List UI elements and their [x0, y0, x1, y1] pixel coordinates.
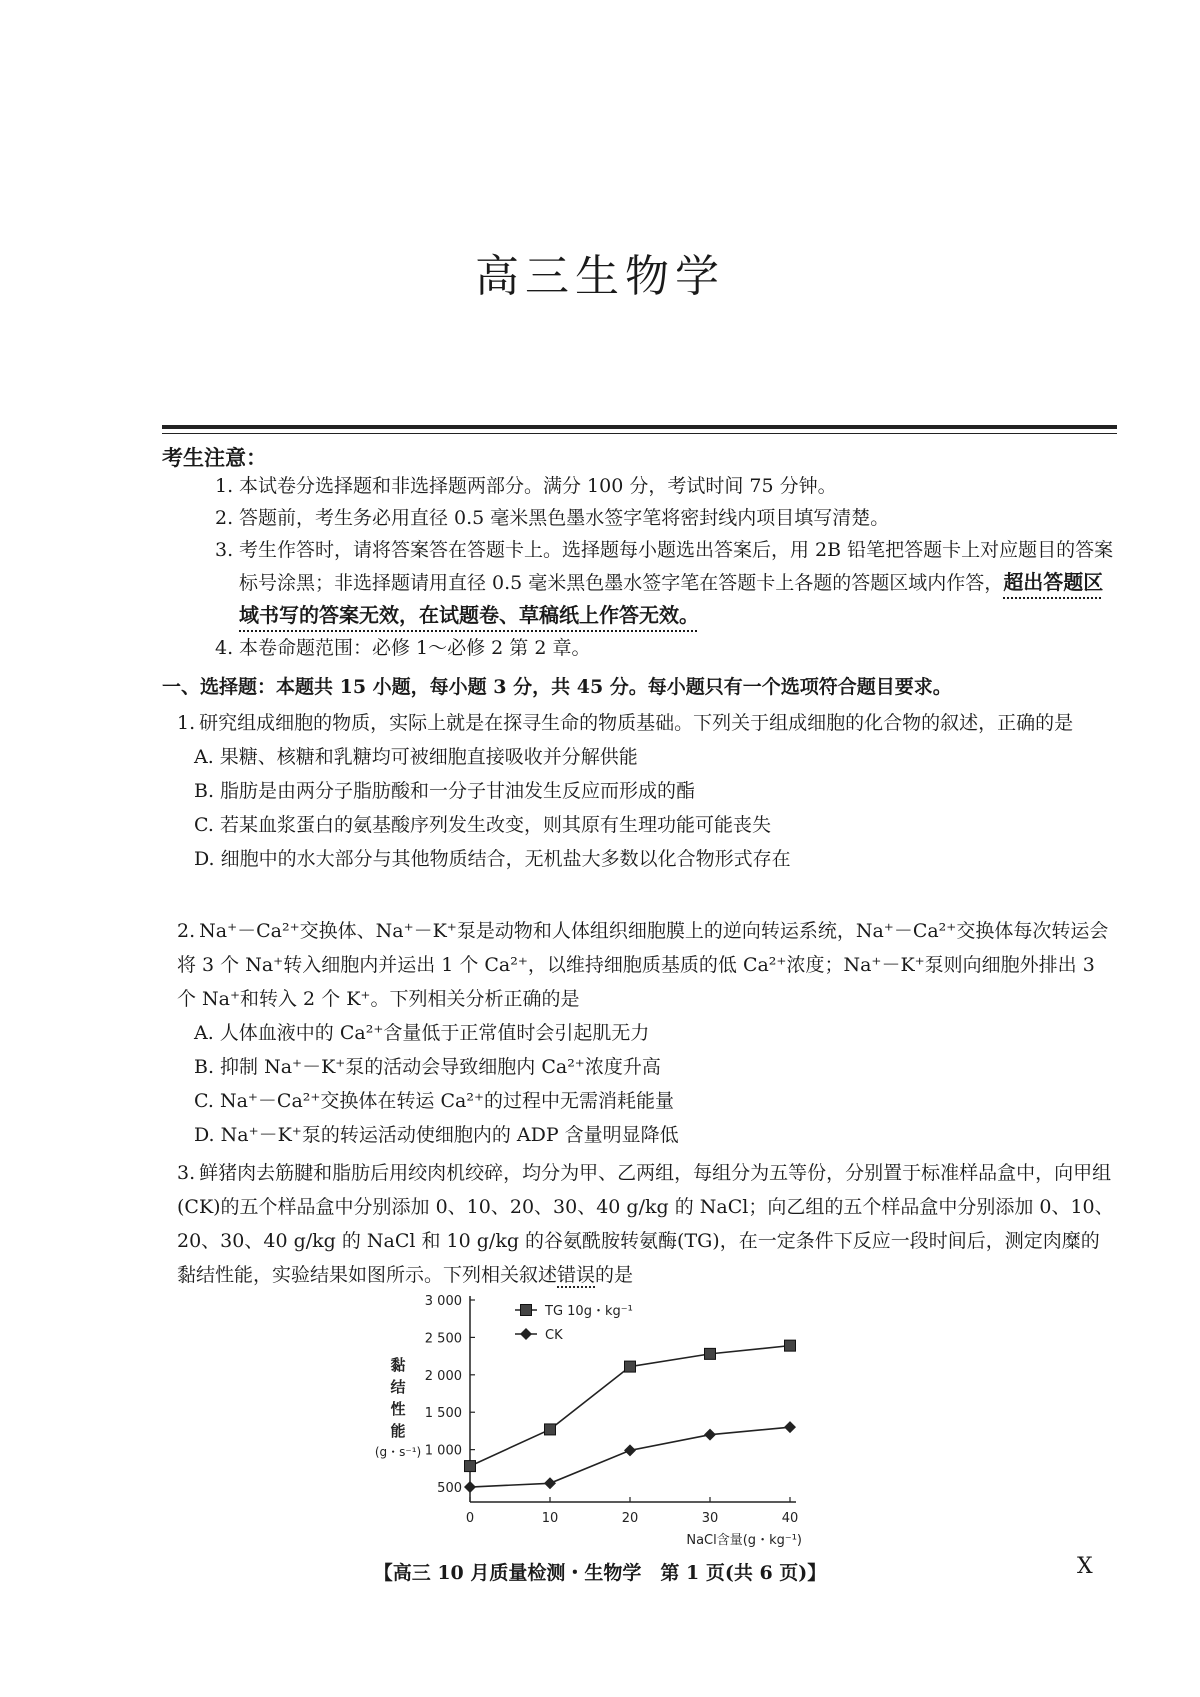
option-d: D. Na⁺－K⁺泵的转运活动使细胞内的 ADP 含量明显降低	[194, 1124, 679, 1146]
y-tick-label: 1 500	[424, 1406, 462, 1422]
option-d: D. 细胞中的水大部分与其他物质结合，无机盐大多数以化合物形式存在	[194, 848, 791, 870]
legend-marker	[520, 1328, 532, 1340]
question-number: 2.	[177, 920, 196, 942]
notice-item-number: 3.	[215, 539, 234, 561]
y-tick-label: 3 000	[424, 1294, 462, 1309]
y-axis-label-char: 黏	[390, 1356, 406, 1374]
y-axis-label-char: 结	[390, 1378, 406, 1396]
notice-item-text: 考生作答时，请将答案答在答题卡上。选择题每小题选出答案后，用 2B 铅笔把答题卡上对应题目的答案标号涂黑；非选择题请用直径 0.5 毫米黑色墨水签字笔在答题卡上各题的答题区域内作答，	[239, 539, 1114, 594]
notice-item-number: 2.	[215, 507, 234, 529]
legend-label: TG 10g・kg⁻¹	[545, 1304, 633, 1319]
y-axis-label-char: 能	[390, 1422, 406, 1440]
question-stem	[177, 1156, 1117, 1292]
data-point-ck	[544, 1477, 556, 1489]
notice-item-4	[215, 632, 1115, 664]
data-point-ck	[784, 1421, 796, 1433]
x-tick-label: 20	[621, 1511, 639, 1526]
y-tick-label: 2 000	[424, 1368, 462, 1384]
notice-item-text-wrap	[215, 534, 1115, 632]
x-tick-label: 30	[701, 1511, 719, 1526]
notice-item-emphasis: 超出答题区域书写的答案无效，在试题卷、草稿纸上作答无效。	[239, 570, 1104, 627]
data-point-tg	[625, 1361, 636, 1372]
legend-marker	[521, 1305, 532, 1316]
notice-heading: 考生注意：	[162, 445, 267, 470]
data-point-ck	[624, 1444, 636, 1456]
notice-item-text: 本试卷分选择题和非选择题两部分。满分 100 分，考试时间 75 分钟。	[239, 475, 837, 497]
y-axis-label-unit: (g・s⁻¹)	[374, 1445, 422, 1459]
header-rule-thin	[162, 433, 1117, 434]
question-stem-text: 研究组成细胞的物质，实际上就是在探寻生命的物质基础。下列关于组成细胞的化合物的叙述，正确的是	[199, 712, 1074, 734]
y-tick-label: 2 500	[424, 1331, 462, 1347]
question-stem-emphasis: 错误	[557, 1264, 596, 1286]
notice-item-number: 1.	[215, 475, 234, 497]
legend-label: CK	[545, 1328, 563, 1343]
x-tick-label: 40	[781, 1511, 799, 1526]
notice-item-1	[215, 470, 1115, 502]
question-stem-tail: 的是	[595, 1264, 634, 1286]
option-c: C. Na⁺－Ca²⁺交换体在转运 Ca²⁺的过程中无需消耗能量	[194, 1090, 674, 1112]
y-tick-label: 500	[437, 1481, 462, 1497]
x-tick-label: 0	[465, 1511, 475, 1526]
y-axis-label-char: 性	[390, 1400, 406, 1418]
corner-mark: X	[1077, 1554, 1093, 1579]
question-stem-text: Na⁺－Ca²⁺交换体、Na⁺－K⁺泵是动物和人体组织细胞膜上的逆向转运系统，Na⁺－Ca²⁺交换体每次转运会将 3 个 Na⁺转入细胞内并运出 1 个 Ca²⁺，以维持细胞质基质的低 Ca²⁺浓度；Na⁺－K⁺泵则向细胞外排出 3 个 Na⁺和转入 2 个 K⁺。下列相关分析正确的是	[177, 920, 1109, 1010]
option-b: B. 脂肪是由两分子脂肪酸和一分子甘油发生反应而形成的酯	[194, 780, 696, 802]
data-point-tg	[705, 1348, 716, 1359]
notice-item-3	[215, 534, 1115, 632]
page-footer: 【高三 10 月质量检测・生物学 第 1 页(共 6 页)】	[373, 1562, 827, 1584]
data-point-tg	[545, 1424, 556, 1435]
question-number: 1.	[177, 712, 196, 734]
option-a: A. 果糖、核糖和乳糖均可被细胞直接吸收并分解供能	[194, 746, 638, 768]
question-2	[177, 914, 1117, 1152]
notice-item-number: 4.	[215, 637, 234, 659]
header-rule-thick	[162, 425, 1117, 429]
bonding-performance-chart	[374, 1290, 900, 1548]
notice-list	[215, 470, 1115, 664]
question-number: 3.	[177, 1162, 196, 1184]
x-tick-label: 10	[541, 1511, 559, 1526]
question-stem	[177, 914, 1117, 1016]
notice-item-text: 答题前，考生务必用直径 0.5 毫米黑色墨水签字笔将密封线内项目填写清楚。	[239, 507, 890, 529]
notice-item-text: 本卷命题范围：必修 1～必修 2 第 2 章。	[239, 637, 591, 659]
question-stem	[177, 706, 1117, 740]
data-point-ck	[704, 1429, 716, 1441]
option-a: A. 人体血液中的 Ca²⁺含量低于正常值时会引起肌无力	[194, 1022, 650, 1044]
notice-item-2	[215, 502, 1115, 534]
option-c: C. 若某血浆蛋白的氨基酸序列发生改变，则其原有生理功能可能丧失	[194, 814, 771, 836]
y-tick-label: 1 000	[424, 1443, 462, 1459]
question-3	[177, 1156, 1117, 1292]
question-1	[177, 706, 1117, 876]
x-axis-label: NaCl含量(g・kg⁻¹)	[686, 1533, 802, 1548]
page-title: 高三生物学	[475, 251, 725, 302]
section-heading: 一、选择题：本题共 15 小题，每小题 3 分，共 45 分。每小题只有一个选项符合题目要求。	[162, 676, 952, 698]
option-b: B. 抑制 Na⁺－K⁺泵的活动会导致细胞内 Ca²⁺浓度升高	[194, 1056, 661, 1078]
question-stem-text: 鲜猪肉去筋腱和脂肪后用绞肉机绞碎，均分为甲、乙两组，每组分为五等份，分别置于标准样品盒中，向甲组(CK)的五个样品盒中分别添加 0、10、20、30、40 g/kg 的 NaCl；向乙组的五个样品盒中分别添加 0、10、20、30、40 g/kg 的 NaCl 和 10 g/kg 的谷氨酰胺转氨酶(TG)，在一定条件下反应一段时间后，测定肉糜的黏结性能，实验结果如图所示。下列相关叙述	[177, 1162, 1114, 1286]
data-point-ck	[464, 1481, 476, 1493]
data-point-tg	[465, 1461, 476, 1472]
series-line-ck	[470, 1427, 790, 1487]
data-point-tg	[785, 1340, 796, 1351]
